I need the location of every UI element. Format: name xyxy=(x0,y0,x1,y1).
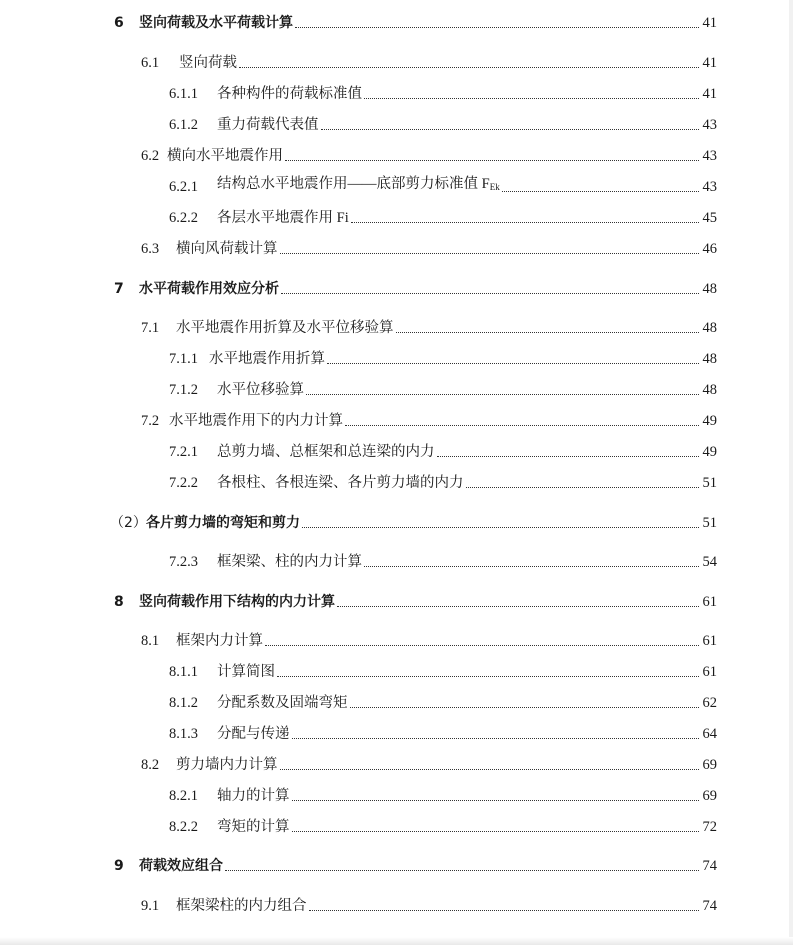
toc-page-number: 54 xyxy=(702,554,717,570)
toc-number: 8.1.2 xyxy=(169,695,198,711)
toc-title: 剪力墙内力计算 xyxy=(176,757,278,773)
toc-title: 轴力的计算 xyxy=(217,788,290,804)
toc-page-number: 61 xyxy=(702,633,717,649)
dot-leader xyxy=(309,909,700,911)
dot-leader xyxy=(364,97,699,99)
toc-title: 框架内力计算 xyxy=(176,633,263,649)
toc-number: 6.1.2 xyxy=(169,117,198,133)
dot-leader xyxy=(350,706,700,708)
toc-entry[interactable] xyxy=(141,315,717,337)
toc-number: 6.2 xyxy=(141,148,160,164)
toc-title xyxy=(217,175,500,196)
toc-page-number: 46 xyxy=(702,241,717,257)
dot-leader xyxy=(292,737,700,739)
toc-page-number: 43 xyxy=(702,117,717,133)
page-edge xyxy=(789,0,793,945)
dot-leader xyxy=(292,799,700,801)
toc-title: 各层水平地震作用 Fi xyxy=(217,210,349,226)
toc-entry[interactable] xyxy=(169,81,717,103)
toc-number: 8 xyxy=(114,594,124,610)
dot-leader xyxy=(302,526,699,528)
toc-title-text: 结构总水平地震作用——底部剪力标准值 F xyxy=(217,176,490,192)
toc-title: 分配系数及固端弯矩 xyxy=(217,695,348,711)
toc-entry[interactable] xyxy=(169,814,717,836)
toc-entry[interactable] xyxy=(114,589,717,611)
toc-title: 各根柱、各根连梁、各片剪力墙的内力 xyxy=(217,475,464,491)
page-bottom-shadow xyxy=(0,937,793,945)
toc-title: 弯矩的计算 xyxy=(217,819,290,835)
toc-entry[interactable] xyxy=(141,893,717,915)
dot-leader xyxy=(277,675,699,677)
toc-title: 水平位移验算 xyxy=(217,382,304,398)
toc-number: 7.2 xyxy=(141,413,160,429)
toc-number: 7.2.2 xyxy=(169,475,198,491)
toc-entry[interactable] xyxy=(110,510,717,532)
toc-title: 横向水平地震作用 xyxy=(167,148,283,164)
toc-title: 横向风荷载计算 xyxy=(176,241,278,257)
dot-leader xyxy=(281,292,699,294)
toc-number: 6 xyxy=(114,15,124,31)
toc-entry[interactable] xyxy=(141,50,717,72)
dot-leader xyxy=(265,644,699,646)
dot-leader xyxy=(337,605,699,607)
toc-entry[interactable] xyxy=(169,659,717,681)
toc-number: 7.1 xyxy=(141,320,160,336)
dot-leader xyxy=(306,393,699,395)
toc-title: 重力荷载代表值 xyxy=(217,117,319,133)
toc-page-number: 64 xyxy=(702,726,717,742)
dot-leader xyxy=(292,830,700,832)
dot-leader xyxy=(364,565,699,567)
toc-page-number: 48 xyxy=(702,281,717,297)
toc-title: 荷载效应组合 xyxy=(139,858,223,874)
toc-page-number: 51 xyxy=(702,515,717,531)
toc-entry[interactable] xyxy=(141,236,717,258)
toc-entry[interactable] xyxy=(169,721,717,743)
toc-number: 7 xyxy=(114,281,124,297)
toc-page-number: 48 xyxy=(702,351,717,367)
dot-leader xyxy=(321,128,700,130)
toc-entry[interactable] xyxy=(169,439,717,461)
toc-title: 竖向荷载 xyxy=(179,55,237,71)
dot-leader xyxy=(327,362,699,364)
toc-page-number: 69 xyxy=(702,788,717,804)
toc-page-number: 72 xyxy=(702,819,717,835)
toc-number: 7.1.2 xyxy=(169,382,198,398)
dot-leader xyxy=(396,331,700,333)
toc-entry[interactable] xyxy=(114,10,717,32)
toc-number: 6.2.1 xyxy=(169,179,198,195)
toc-title: 框架梁柱的内力组合 xyxy=(176,898,307,914)
dot-leader xyxy=(225,869,699,871)
toc-title-subscript: Ek xyxy=(489,182,500,192)
toc-number: 7.2.3 xyxy=(169,554,198,570)
toc-number: 8.2.2 xyxy=(169,819,198,835)
toc-entry[interactable] xyxy=(169,346,717,368)
toc-number: 8.2.1 xyxy=(169,788,198,804)
toc-title: 计算简图 xyxy=(217,664,275,680)
dot-leader xyxy=(285,159,699,161)
dot-leader xyxy=(345,424,699,426)
toc-number: 7.2.1 xyxy=(169,444,198,460)
dot-leader xyxy=(280,252,700,254)
toc-page-number: 49 xyxy=(702,444,717,460)
dot-leader xyxy=(280,768,700,770)
toc-title: 框架梁、柱的内力计算 xyxy=(217,554,362,570)
dot-leader xyxy=(502,190,699,192)
toc-number: 6.3 xyxy=(141,241,160,257)
toc-entry[interactable] xyxy=(141,752,717,774)
toc-entry[interactable] xyxy=(169,470,717,492)
toc-title: 水平地震作用折算及水平位移验算 xyxy=(176,320,394,336)
toc-page-number: 74 xyxy=(702,898,717,914)
toc-page-number: 49 xyxy=(702,413,717,429)
toc-number: 7.1.1 xyxy=(169,351,198,367)
toc-page-number: 61 xyxy=(702,664,717,680)
toc-entry[interactable] xyxy=(141,628,717,650)
toc-title: 水平荷载作用效应分析 xyxy=(139,281,279,297)
toc-page-number: 41 xyxy=(702,86,717,102)
toc-entry[interactable] xyxy=(169,112,717,134)
toc-entry[interactable] xyxy=(169,549,717,571)
toc-entry[interactable] xyxy=(114,276,717,298)
toc-title: 各种构件的荷载标准值 xyxy=(217,86,362,102)
toc-page-number: 43 xyxy=(702,179,717,195)
toc-page-number: 45 xyxy=(702,210,717,226)
toc-entry[interactable] xyxy=(169,690,717,712)
toc-number: （2） xyxy=(110,515,147,531)
toc-entry[interactable] xyxy=(169,205,717,227)
toc-page-number: 43 xyxy=(702,148,717,164)
toc-title: 水平地震作用折算 xyxy=(209,351,325,367)
toc-page-number: 61 xyxy=(702,594,717,610)
dot-leader xyxy=(239,66,699,68)
toc-number: 6.1 xyxy=(141,55,160,71)
toc-entry[interactable] xyxy=(114,853,717,875)
toc-title: 分配与传递 xyxy=(217,726,290,742)
toc-page-number: 41 xyxy=(702,55,717,71)
toc-entry[interactable] xyxy=(141,408,717,430)
dot-leader xyxy=(437,455,700,457)
toc-number: 9 xyxy=(114,858,124,874)
toc-number: 8.1.1 xyxy=(169,664,198,680)
toc-page-number: 74 xyxy=(702,858,717,874)
toc-title: 水平地震作用下的内力计算 xyxy=(169,413,343,429)
toc-entry[interactable] xyxy=(141,143,717,165)
toc-number: 8.1 xyxy=(141,633,160,649)
toc-number: 8.1.3 xyxy=(169,726,198,742)
toc-page-number: 48 xyxy=(702,320,717,336)
toc-number: 6.1.1 xyxy=(169,86,198,102)
toc-title: 竖向荷载及水平荷载计算 xyxy=(139,15,293,31)
toc-number: 6.2.2 xyxy=(169,210,198,226)
toc-entry[interactable] xyxy=(169,174,717,196)
toc-title: 各片剪力墙的弯矩和剪力 xyxy=(146,515,300,531)
toc-page-number: 62 xyxy=(702,695,717,711)
toc-title: 总剪力墙、总框架和总连梁的内力 xyxy=(217,444,435,460)
dot-leader xyxy=(466,486,700,488)
toc-page-number: 51 xyxy=(702,475,717,491)
toc-page-number: 69 xyxy=(702,757,717,773)
toc-number: 9.1 xyxy=(141,898,160,914)
dot-leader xyxy=(351,221,699,223)
toc-number: 8.2 xyxy=(141,757,160,773)
toc-page-number: 48 xyxy=(702,382,717,398)
toc-page-number: 41 xyxy=(702,15,717,31)
toc-entry[interactable] xyxy=(169,377,717,399)
dot-leader xyxy=(295,26,699,28)
toc-entry[interactable] xyxy=(169,783,717,805)
toc-title: 竖向荷载作用下结构的内力计算 xyxy=(139,594,335,610)
